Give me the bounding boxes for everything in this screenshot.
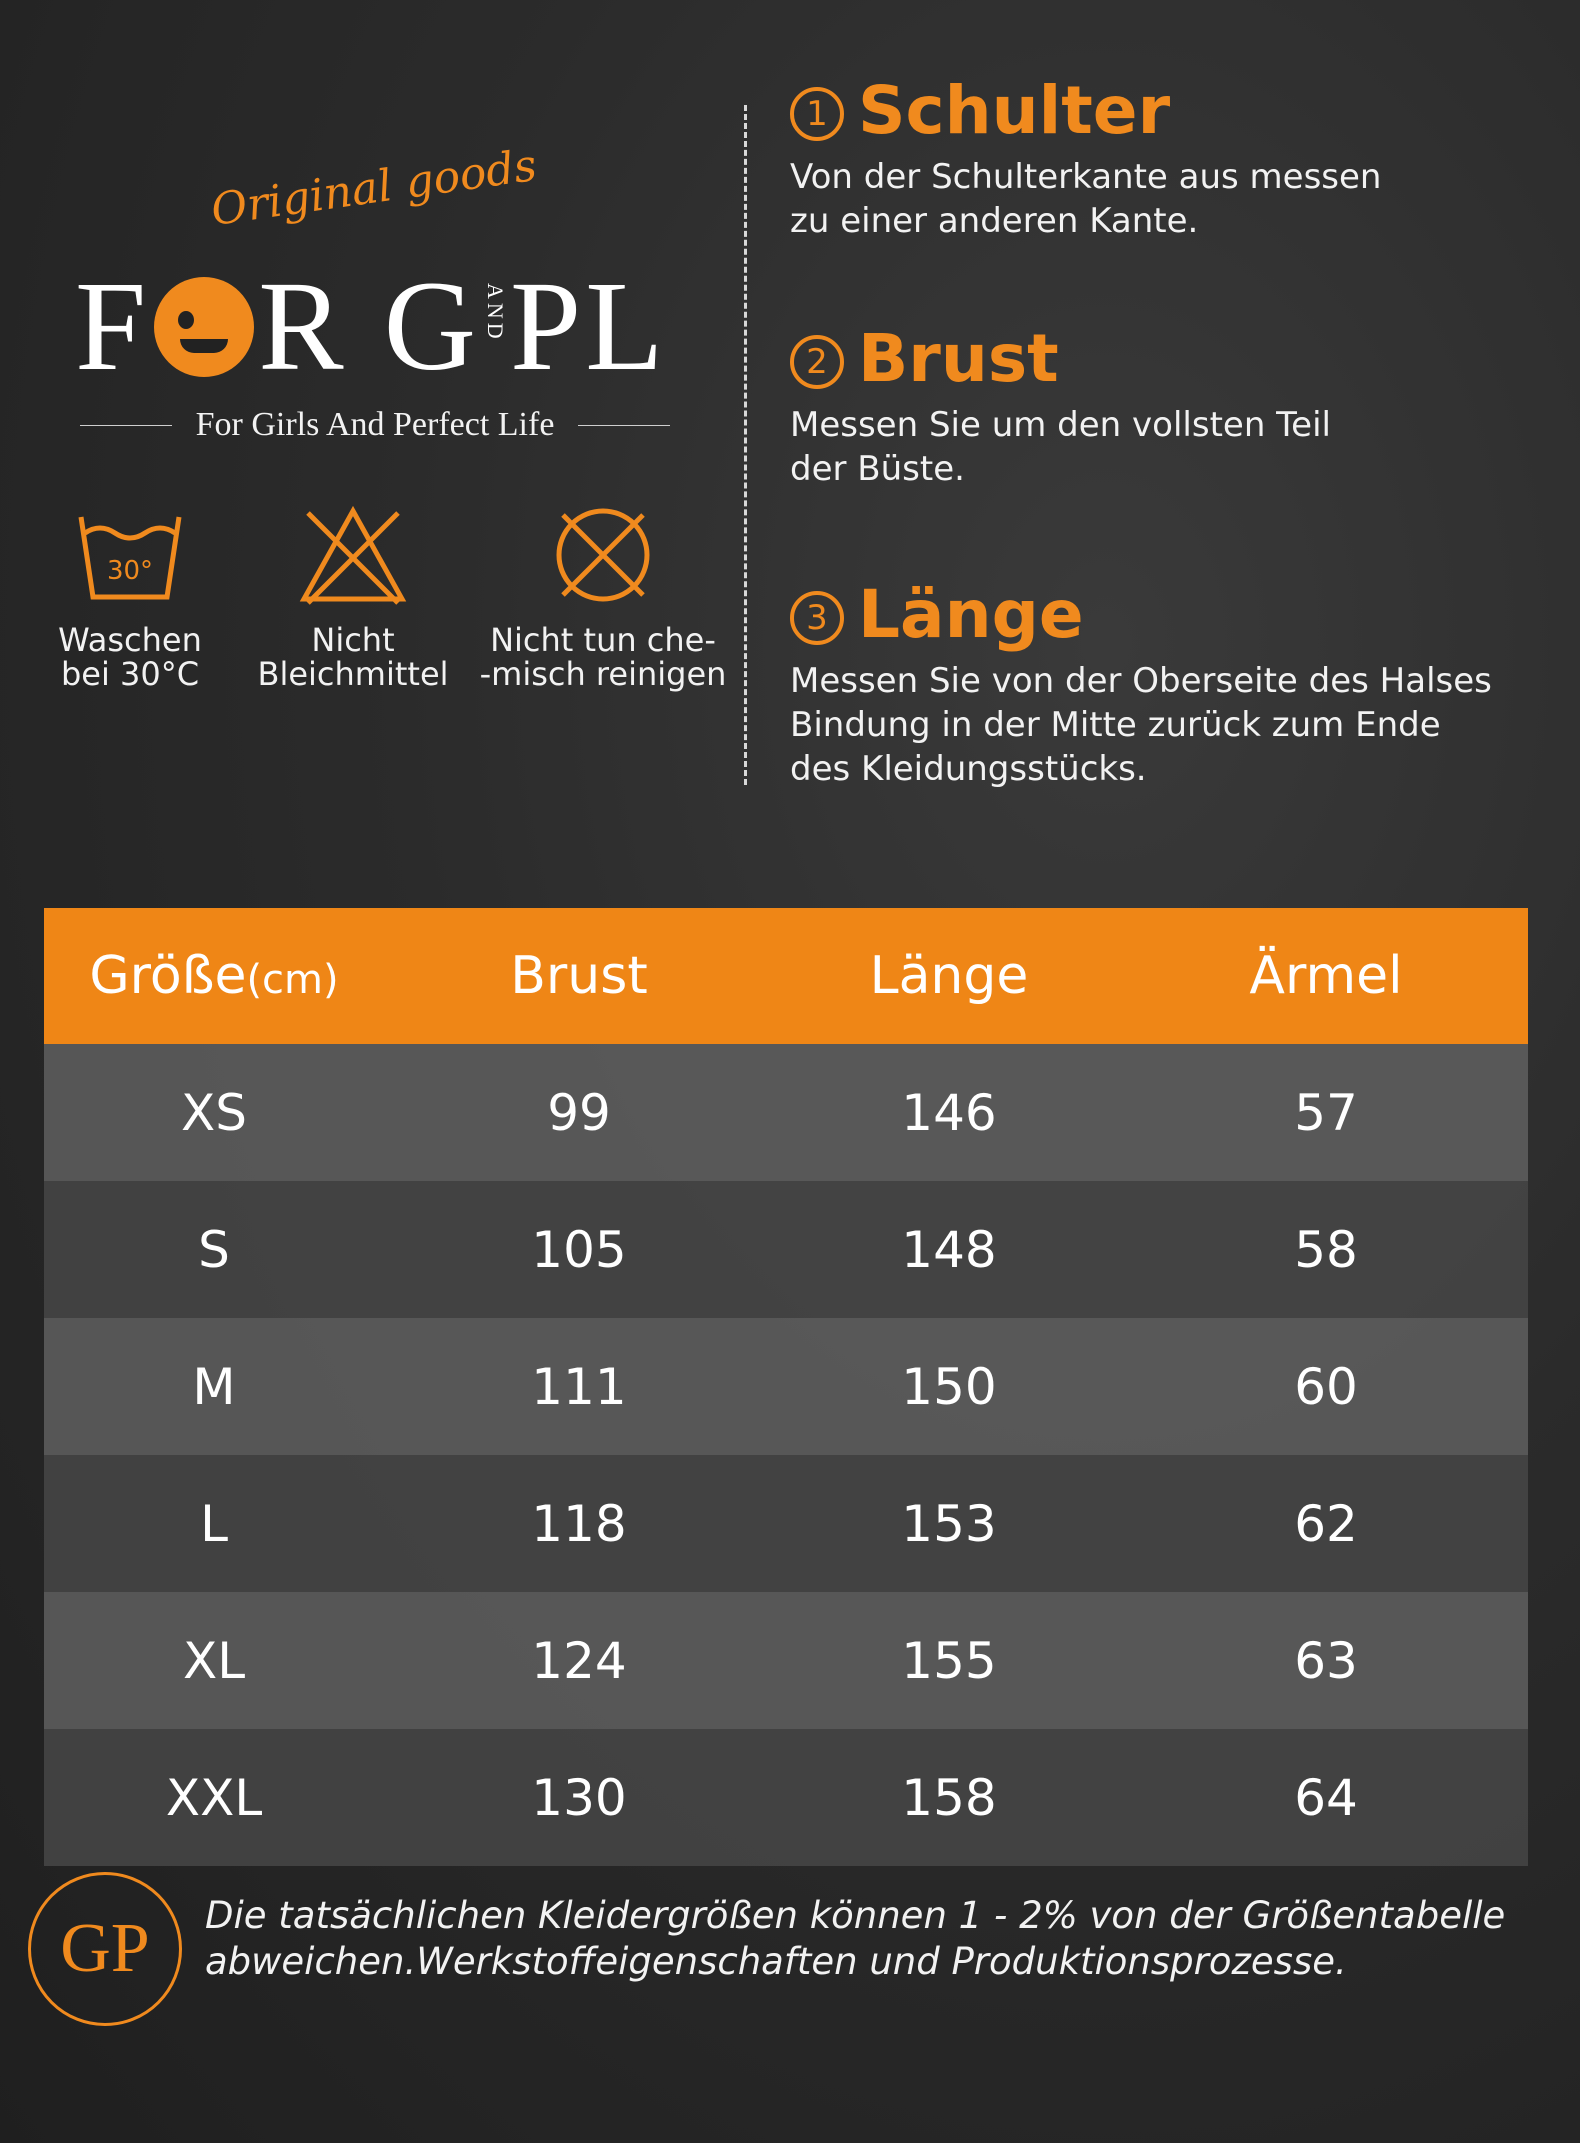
measure-title	[790, 72, 1550, 149]
tagline-row	[80, 406, 670, 444]
care-label-line2: -misch reinigen	[479, 655, 727, 693]
size-disclaimer	[205, 1893, 1575, 1985]
cell-aermel: 64	[1294, 1768, 1358, 1827]
cell-size: S	[198, 1220, 230, 1279]
tagline-rule-left	[80, 425, 172, 426]
header-aermel: Ärmel	[1249, 946, 1403, 1006]
cell-brust: 111	[531, 1357, 627, 1416]
brand-logo	[75, 255, 668, 397]
logo-letters-rg: R G	[258, 255, 480, 397]
logo-letter-f: F	[75, 255, 151, 397]
disclaimer-line: Die tatsächlichen Kleidergrößen können 1 - 2% von der Größentabelle	[205, 1894, 1506, 1937]
care-item-bleach	[248, 505, 458, 691]
no-dry-clean-icon	[548, 505, 658, 605]
cell-size: XXL	[165, 1768, 263, 1827]
measure-desc-line: Bindung in der Mitte zurück zum Ende	[790, 705, 1441, 745]
cell-brust: 124	[531, 1631, 627, 1690]
section-divider	[744, 105, 747, 785]
measure-title-text: Länge	[858, 576, 1084, 653]
measure-desc-line: der Büste.	[790, 449, 965, 489]
table-row	[44, 1729, 1528, 1866]
care-label-line1: Nicht tun che-	[490, 621, 716, 659]
measure-title-text: Brust	[858, 320, 1059, 397]
table-body	[44, 1044, 1528, 1866]
cell-aermel: 58	[1294, 1220, 1358, 1279]
size-table	[44, 908, 1528, 1866]
table-row	[44, 1044, 1528, 1181]
cell-aermel: 62	[1294, 1494, 1358, 1553]
cell-size: XS	[181, 1083, 247, 1142]
disclaimer-line: abweichen.Werkstoffeigenschaften und Produktionsprozesse.	[205, 1940, 1347, 1983]
cell-brust: 130	[531, 1768, 627, 1827]
header-size-label: Größe	[89, 946, 247, 1006]
cell-laenge: 155	[901, 1631, 997, 1690]
care-label-line1: Waschen	[58, 621, 202, 659]
wash-30-icon	[75, 505, 185, 605]
cell-laenge: 146	[901, 1083, 997, 1142]
care-label-line1: Nicht	[311, 621, 395, 659]
header-size-unit: (cm)	[246, 957, 339, 1003]
brand-tagline: For Girls And Perfect Life	[195, 406, 555, 443]
cell-size: L	[200, 1494, 228, 1553]
header-size	[44, 946, 384, 1006]
care-item-dryclean	[468, 505, 738, 691]
measure-desc-line: Von der Schulterkante aus messen	[790, 157, 1382, 197]
cell-brust: 99	[547, 1083, 611, 1142]
logo-and: AND	[483, 283, 508, 343]
care-label-line2: Bleichmittel	[257, 655, 449, 693]
table-row	[44, 1318, 1528, 1455]
no-bleach-icon	[298, 505, 408, 605]
logo-letters-pl: PL	[510, 255, 668, 397]
cell-laenge: 158	[901, 1768, 997, 1827]
cell-brust: 105	[531, 1220, 627, 1279]
pumpkin-icon	[154, 277, 254, 377]
cell-aermel: 57	[1294, 1083, 1358, 1142]
measure-desc-line: des Kleidungsstücks.	[790, 749, 1147, 789]
cell-laenge: 150	[901, 1357, 997, 1416]
gp-logo-icon: GP	[28, 1872, 182, 2026]
measure-title-text: Schulter	[858, 72, 1171, 149]
wash-temp-badge: 30°	[106, 556, 154, 586]
cell-brust: 118	[531, 1494, 627, 1553]
brand-script-text: Original goods	[207, 139, 540, 236]
step-number-icon: 3	[790, 591, 844, 645]
measure-desc	[790, 659, 1550, 791]
measure-desc-line: zu einer anderen Kante.	[790, 201, 1199, 241]
measure-desc	[790, 403, 1550, 491]
measure-title	[790, 576, 1550, 653]
measure-title	[790, 320, 1550, 397]
measure-laenge	[790, 576, 1550, 791]
cell-size: XL	[182, 1631, 246, 1690]
step-number-icon: 2	[790, 335, 844, 389]
cell-aermel: 60	[1294, 1357, 1358, 1416]
cell-laenge: 153	[901, 1494, 997, 1553]
care-item-wash	[40, 505, 220, 691]
table-row	[44, 1455, 1528, 1592]
measure-desc	[790, 155, 1550, 243]
measure-desc-line: Messen Sie um den vollsten Teil	[790, 405, 1331, 445]
tagline-rule-right	[578, 425, 670, 426]
measure-desc-line: Messen Sie von der Oberseite des Halses	[790, 661, 1492, 701]
step-number-icon: 1	[790, 87, 844, 141]
table-row	[44, 1181, 1528, 1318]
care-label-line2: bei 30°C	[60, 655, 200, 693]
cell-aermel: 63	[1294, 1631, 1358, 1690]
measure-schulter	[790, 72, 1550, 243]
measure-brust	[790, 320, 1550, 491]
table-row	[44, 1592, 1528, 1729]
cell-laenge: 148	[901, 1220, 997, 1279]
table-header	[44, 908, 1528, 1044]
header-laenge: Länge	[869, 946, 1029, 1006]
header-brust: Brust	[510, 946, 648, 1006]
cell-size: M	[192, 1357, 236, 1416]
